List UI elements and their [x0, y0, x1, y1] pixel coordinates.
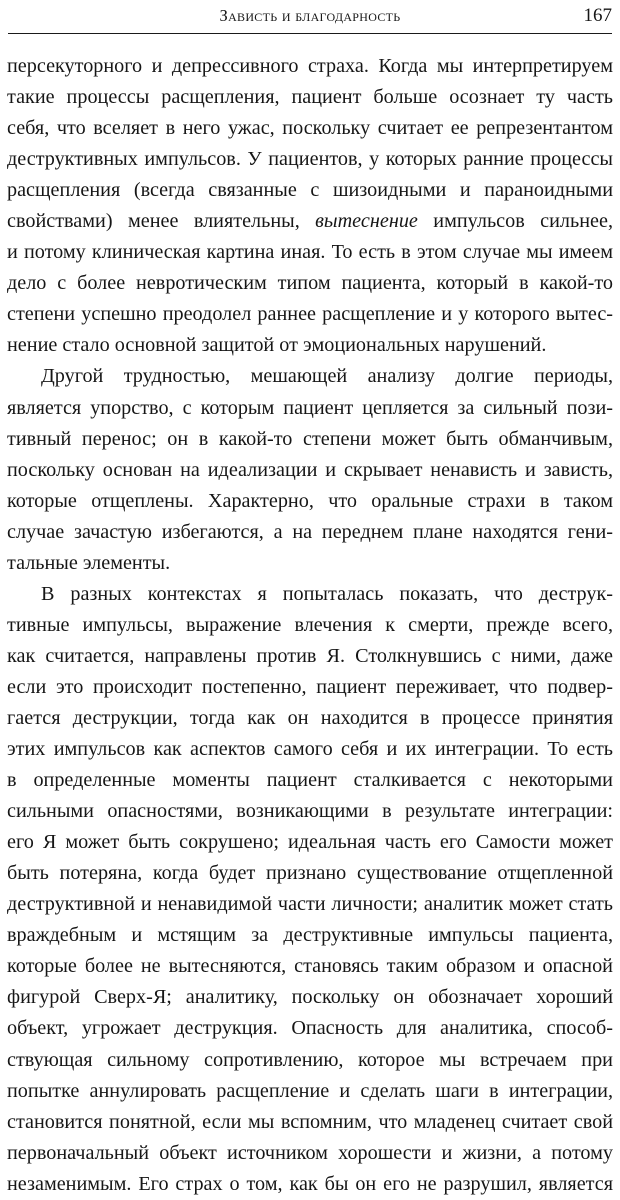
text-line: первоначальный объект источником хорошести и жизни, а потому — [7, 1141, 613, 1164]
text-line: если это происходит постепенно, пациент переживает, что подвер- — [7, 675, 613, 698]
text-line: быть потеряна, когда будет признано существование отщепленной — [7, 862, 613, 885]
text-line: попытке аннулировать расщепление и сделать шаги в интеграции, — [7, 1079, 613, 1102]
text-line: Другой трудностью, мешающей анализу долгие периоды, — [41, 365, 613, 388]
text-line: как считается, направлены против Я. Столкнувшись с ними, даже — [7, 644, 613, 667]
text-line: тивный перенос; он в какой-то степени может быть обманчивым, — [7, 427, 613, 450]
text-line: расщепления (всегда связанные с шизоидными и параноидными — [7, 179, 613, 202]
text-line: враждебным и мстящим за деструктивные импульсы пациента, — [7, 924, 613, 947]
text-line: которые отщеплены. Характерно, что оральные страхи в таком — [7, 489, 613, 512]
text-line: и потому клиническая картина иная. То есть в этом случае мы имеем — [7, 241, 613, 264]
text-line: которые более не вытесняются, становясь таким образом и опасной — [7, 955, 613, 978]
text-line: тальные элементы. — [7, 551, 171, 574]
text-line: персекуторного и депрессивного страха. Когда мы интерпретируем — [7, 55, 613, 77]
text-segment: импульсов сильнее, — [417, 210, 613, 233]
text-line: в определенные моменты пациент сталкивается с некоторыми — [7, 769, 613, 792]
text-line: деструктивной и ненавидимой части личности; аналитик может стать — [7, 893, 613, 916]
text-line: себя, что вселяет в него ужас, поскольку считает ее репрезентантом — [7, 117, 613, 140]
text-line: объект, угрожает деструкция. Опасность для аналитика, способ- — [7, 1017, 613, 1040]
text-line: этих импульсов как аспектов самого себя и их интеграции. То есть — [7, 738, 613, 761]
text-line: гается деструкции, тогда как он находится в процессе принятия — [7, 706, 613, 729]
text-line: дело с более невротическим типом пациента, который в какой-то — [7, 272, 613, 295]
text-line: фигурой Сверх-Я; аналитику, поскольку он обозначает хороший — [7, 986, 613, 1009]
body-text — [7, 51, 613, 1200]
text-line: незаменимым. Его страх о том, как бы он его не разрушил, является — [7, 1172, 613, 1195]
text-segment: свойствами) менее влиятельны, — [7, 210, 316, 233]
running-header — [8, 2, 612, 28]
text-line: является упорство, с которым пациент цепляется за сильный пози- — [7, 396, 613, 419]
text-line: деструктивных импульсов. У пациентов, у которых ранние процессы — [7, 148, 613, 171]
page-number: 167 — [583, 5, 612, 26]
header-divider — [8, 33, 612, 34]
text-line: ствующая сильному сопротивлению, которое мы встречаем при — [7, 1048, 613, 1071]
text-line — [7, 206, 613, 237]
text-line: В разных контекстах я попыталась показать, что деструк- — [41, 582, 613, 605]
text-line: поскольку основан на идеализации и скрывает ненависть и зависть, — [7, 458, 613, 481]
text-line: его Я может быть сокрушено; идеальная часть его Самости может — [7, 831, 613, 854]
text-line: случае зачастую избегаются, а на переднем плане находятся гени- — [7, 520, 613, 543]
text-line: становится понятной, если мы вспомним, что младенец считает свой — [7, 1110, 613, 1133]
text-line: степени успешно преодолел раннее расщепление и у которого вытес- — [7, 303, 613, 326]
text-line: нение стало основной защитой от эмоциональных нарушений. — [7, 334, 547, 357]
running-header-title: Зависть и благодарность — [219, 6, 401, 25]
emphasized-word: вытеснение — [315, 210, 418, 233]
text-line: сильными опасностями, возникающими в результате интеграции: — [7, 800, 613, 823]
text-line: такие процессы расщепления, пациент больше осознает ту часть — [7, 86, 613, 109]
text-line: тивные импульсы, выражение влечения к смерти, прежде всего, — [7, 613, 613, 636]
